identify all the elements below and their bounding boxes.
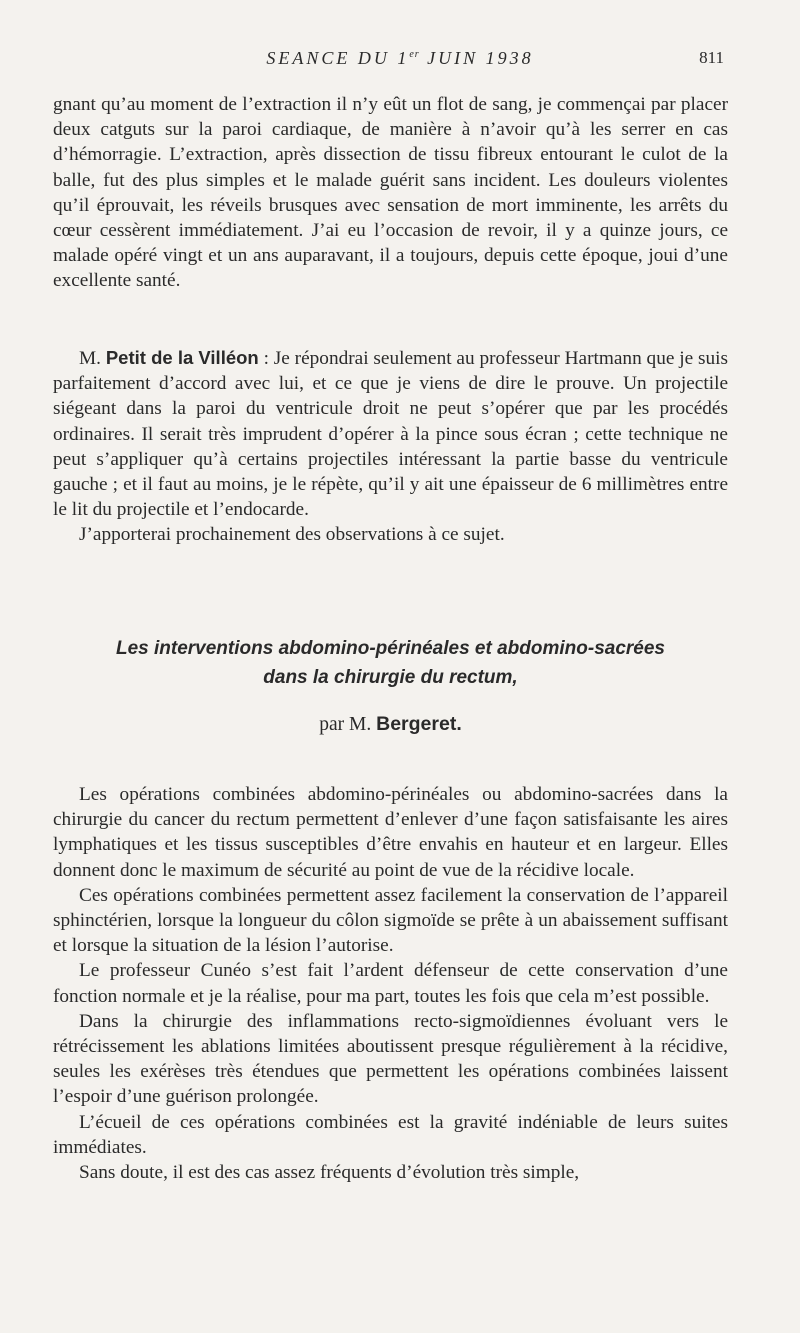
header-title-rest: JUIN 1938 — [419, 48, 534, 68]
speaker-text: : Je répondrai seulement au professeur Hartmann que je suis parfaitement d’accord avec lui, et ce que je viens de dire le prouve. Un projectile siégeant dans la paroi du ventricule droit ne peut s’opérer que par les procédés ordinaires. Il serait très imprudent d’opérer à la pince sous écran ; cette technique ne peut s’appliquer qu’à certains projectiles intéressant la partie basse du ventricule gauche ; et il faut au moins, je le répète, qu’il y ait une épaisseur de 6 millimètres entre le lit du projectile et l’endocarde. — [53, 348, 728, 521]
section-title-line-1: Les interventions abdomino-périnéales et abdomino-sacrées — [115, 638, 666, 659]
section-title-line-2: dans la chirurgie du rectum, — [263, 667, 518, 688]
paragraph: J’apporterai prochainement des observations à ce sujet. — [79, 524, 505, 546]
speaker-prefix: M. — [79, 348, 106, 369]
paragraph — [53, 345, 728, 522]
article-body — [53, 782, 728, 1185]
paragraph: L’écueil de ces opérations combinées est la gravité indéniable de leurs suites immédiates. — [53, 1111, 728, 1158]
running-header — [0, 44, 800, 74]
author-name: Bergeret. — [376, 713, 462, 735]
paragraph: gnant qu’au moment de l’extraction il n’y eût un flot de sang, je commençai par placer deux catguts sur la paroi cardiaque, de manière à n’avoir qu’à les serrer en cas d’hémorragie. L’extraction, après dissection de tissu fibreux entourant le culot de la balle, fut des plus simples et le malade guérit sans incident. Les douleurs violentes qu’il éprouvait, les réveils brusques avec sensation de mort imminente, les arrêts du cœur cessèrent immédiatement. J’ai eu l’occasion de revoir, il y a quinze jours, ce malade opéré vingt et un ans auparavant, il a toujours, depuis cette époque, joui d’une excellente santé. — [53, 94, 728, 292]
paragraph: Les opérations combinées abdomino-périnéales ou abdomino-sacrées dans la chirurgie du cancer du rectum permettent d’enlever d’une façon satisfaisante les aires lymphatiques et les tissus susceptibles d’être envahis en hauteur et en largeur. Elles donnent donc le maximum de sécurité au point de vue de la récidive locale. — [53, 784, 728, 881]
paragraph: Dans la chirurgie des inflammations recto-sigmoïdiennes évoluant vers le rétrécissement les ablations limitées aboutissent presque régulièrement à la récidive, seules les exérèses très étendues que permettent les opérations combinées laissent l’espoir d’une guérison prolongée. — [53, 1010, 728, 1108]
byline-prefix: par M. — [319, 714, 377, 735]
paragraph: Sans doute, il est des cas assez fréquents d’évolution très simple, — [79, 1162, 580, 1184]
speaker-name: Petit de la Villéon — [105, 347, 259, 368]
continued-paragraph-block — [53, 92, 728, 294]
running-header-title — [0, 48, 800, 69]
villeon-reply-block — [53, 345, 728, 548]
paragraph: Ces opérations combinées permettent assez facilement la conservation de l’appareil sphinctérien, lorsque la longueur du côlon sigmoïde se prête à un abaissement suffisant et lorsque la situation de la lésion l’autorise. — [53, 884, 728, 957]
page-number: 811 — [699, 48, 724, 67]
section-title — [53, 634, 728, 692]
header-title-superscript: er — [409, 49, 420, 60]
byline — [53, 713, 728, 736]
header-title-main: SEANCE DU 1 — [266, 48, 410, 68]
paragraph: Le professeur Cunéo s’est fait l’ardent défenseur de cette conservation d’une fonction normale et je la réalise, pour ma part, toutes les fois que cela m’est possible. — [53, 960, 728, 1007]
